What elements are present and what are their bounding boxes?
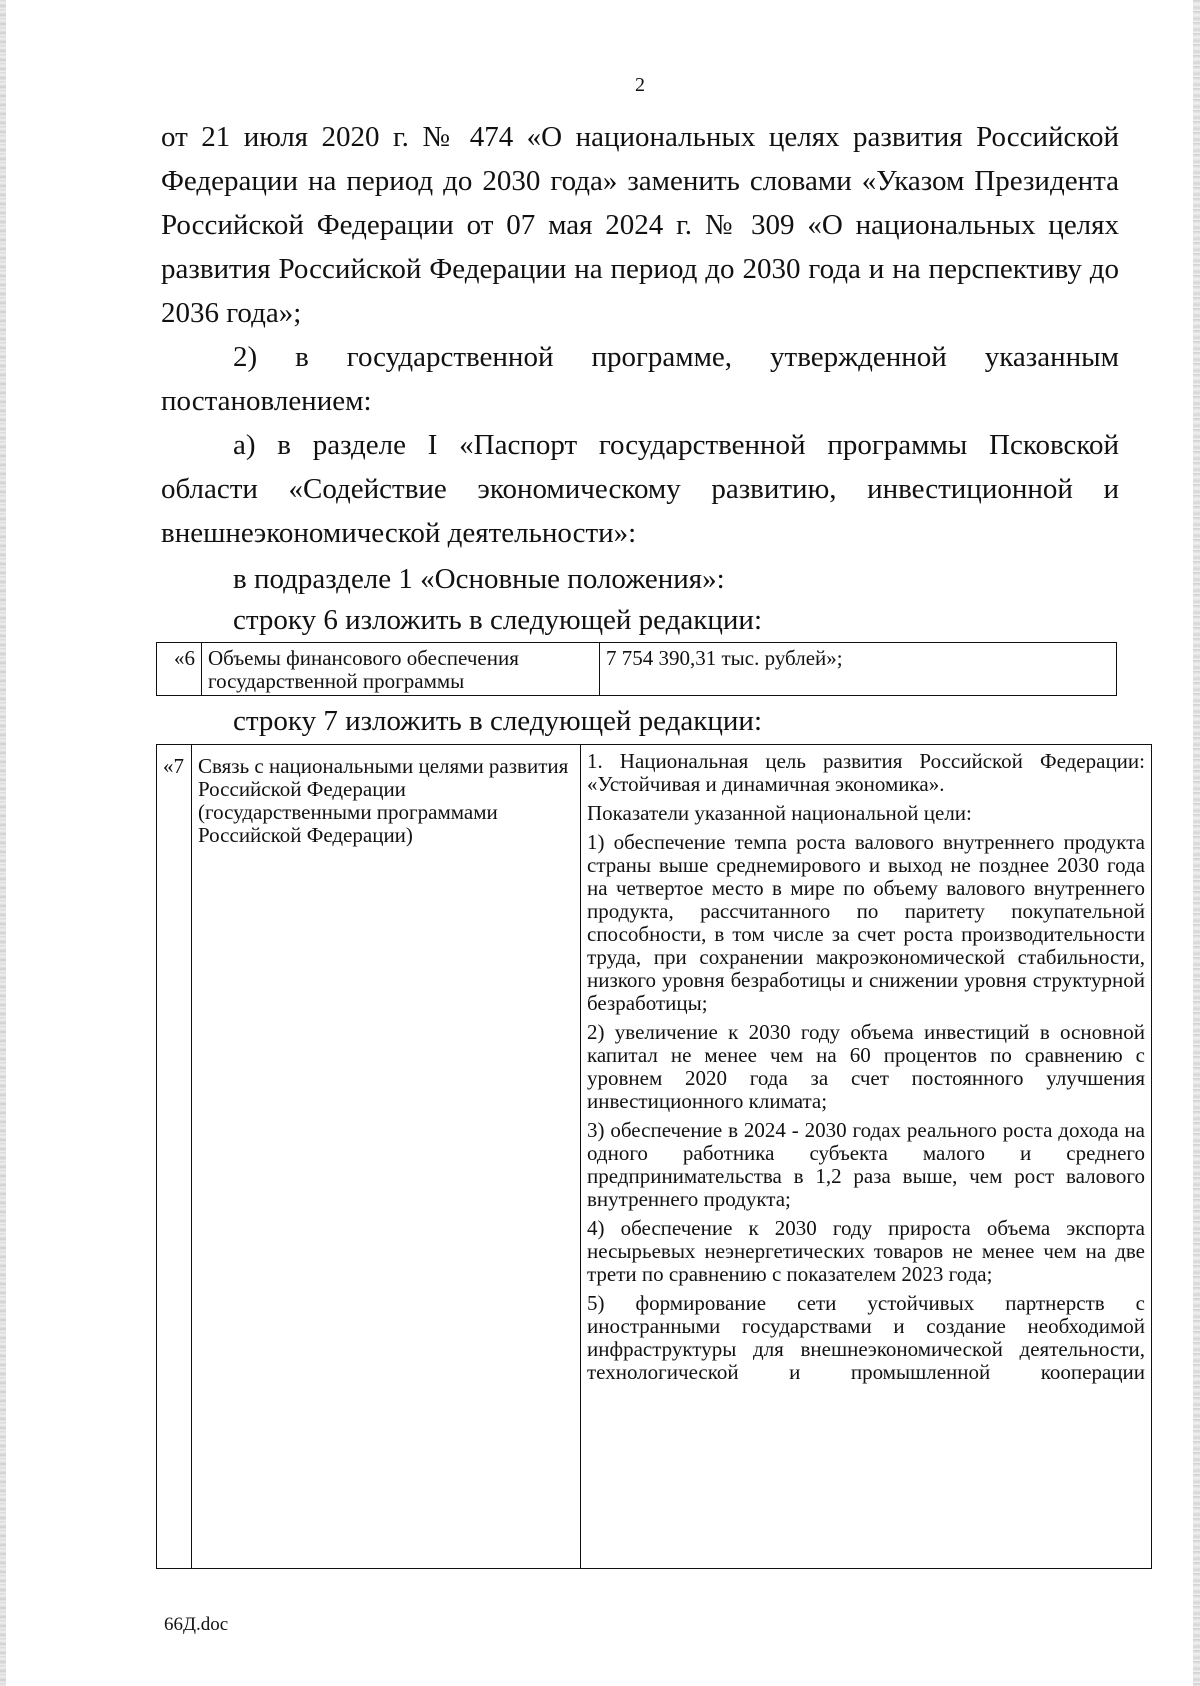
footer-filename: 66Д.doc (164, 1614, 229, 1635)
row7-table (156, 744, 1152, 1569)
indicator-item: 3) обеспечение в 2024 - 2030 годах реального роста дохода на одного работника субъекта малого и среднего предпринимательства в 1,2 раза выше, чем рост валового внутреннего продукта; (587, 1118, 1145, 1211)
row7-goals-cell (581, 745, 1152, 1569)
row6-table (156, 642, 1117, 696)
table-row (157, 745, 1152, 1569)
row6-value: 7 754 390,31 тыс. рублей»; (600, 643, 1117, 696)
scan-edge-right (1193, 0, 1200, 1686)
row7-number: «7 (157, 745, 192, 1569)
scan-edge-left (0, 0, 6, 1686)
indicators-heading: Показатели указанной национальной цели: (587, 801, 972, 825)
table-row (157, 643, 1117, 696)
paragraph-item-a: а) в разделе I «Паспорт государственной программы Псковской области «Содействие экономическому развитию, инвестиционной и внешнеэкономической деятельности»: (161, 429, 1119, 549)
indicator-item: 4) обеспечение к 2030 году прироста объема экспорта несырьевых неэнергетических товаров не менее чем на две трети по сравнению с показателем 2023 года; (587, 1216, 1145, 1286)
paragraph-continuation: от 21 июля 2020 г. № 474 «О национальных целях развития Российской Федерации на период до 2030 года» заменить словами «Указом Президента Российской Федерации от 07 мая 2024 г. № 309 «О национальных целях развития Российской Федерации на период до 2030 года и на перспективу до 2036 года»; (161, 121, 1119, 329)
row7-label: Связь с национальными целями развития Российской Федерации (государственными программами Российской Федерации) (192, 745, 581, 1569)
indicator-item: 5) формирование сети устойчивых партнерств с иностранными государствами и создание необходимой инфраструктуры для внешнеэкономической деятельности, технологической и промышленной кооперации (587, 1291, 1145, 1384)
paragraph-item-2: 2) в государственной программе, утвержденной указанным постановлением: (161, 341, 1119, 417)
row6-number: «6 (157, 643, 202, 696)
body-text (161, 115, 1119, 555)
indicator-item: 1) обеспечение темпа роста валового внутреннего продукта страны выше среднемирового и выход не позднее 2030 года на четвертое место в мире по объему валового внутреннего продукта, рассчитанного по паритету покупательной способности, в том числе за счет роста производительности труда, при сохранении макроэкономической стабильности, низкого уровня безработицы и снижении уровня структурной безработицы; (587, 830, 1145, 1015)
page-number: 2 (635, 74, 645, 96)
indicator-item: 2) увеличение к 2030 году объема инвестиций в основной капитал не менее чем на 60 процентов по сравнению с уровнем 2020 года за счет постоянного улучшения инвестиционного климата; (587, 1020, 1145, 1113)
row6-label: Объемы финансового обеспечения государственной программы (202, 643, 600, 696)
subsection-line: в подразделе 1 «Основные положения»: (233, 563, 725, 595)
row6-intro: строку 6 изложить в следующей редакции: (233, 604, 762, 636)
row7-intro: строку 7 изложить в следующей редакции: (233, 705, 762, 737)
national-goal: 1. Национальная цель развития Российской Федерации: «Устойчивая и динамичная экономика». (587, 749, 1145, 796)
